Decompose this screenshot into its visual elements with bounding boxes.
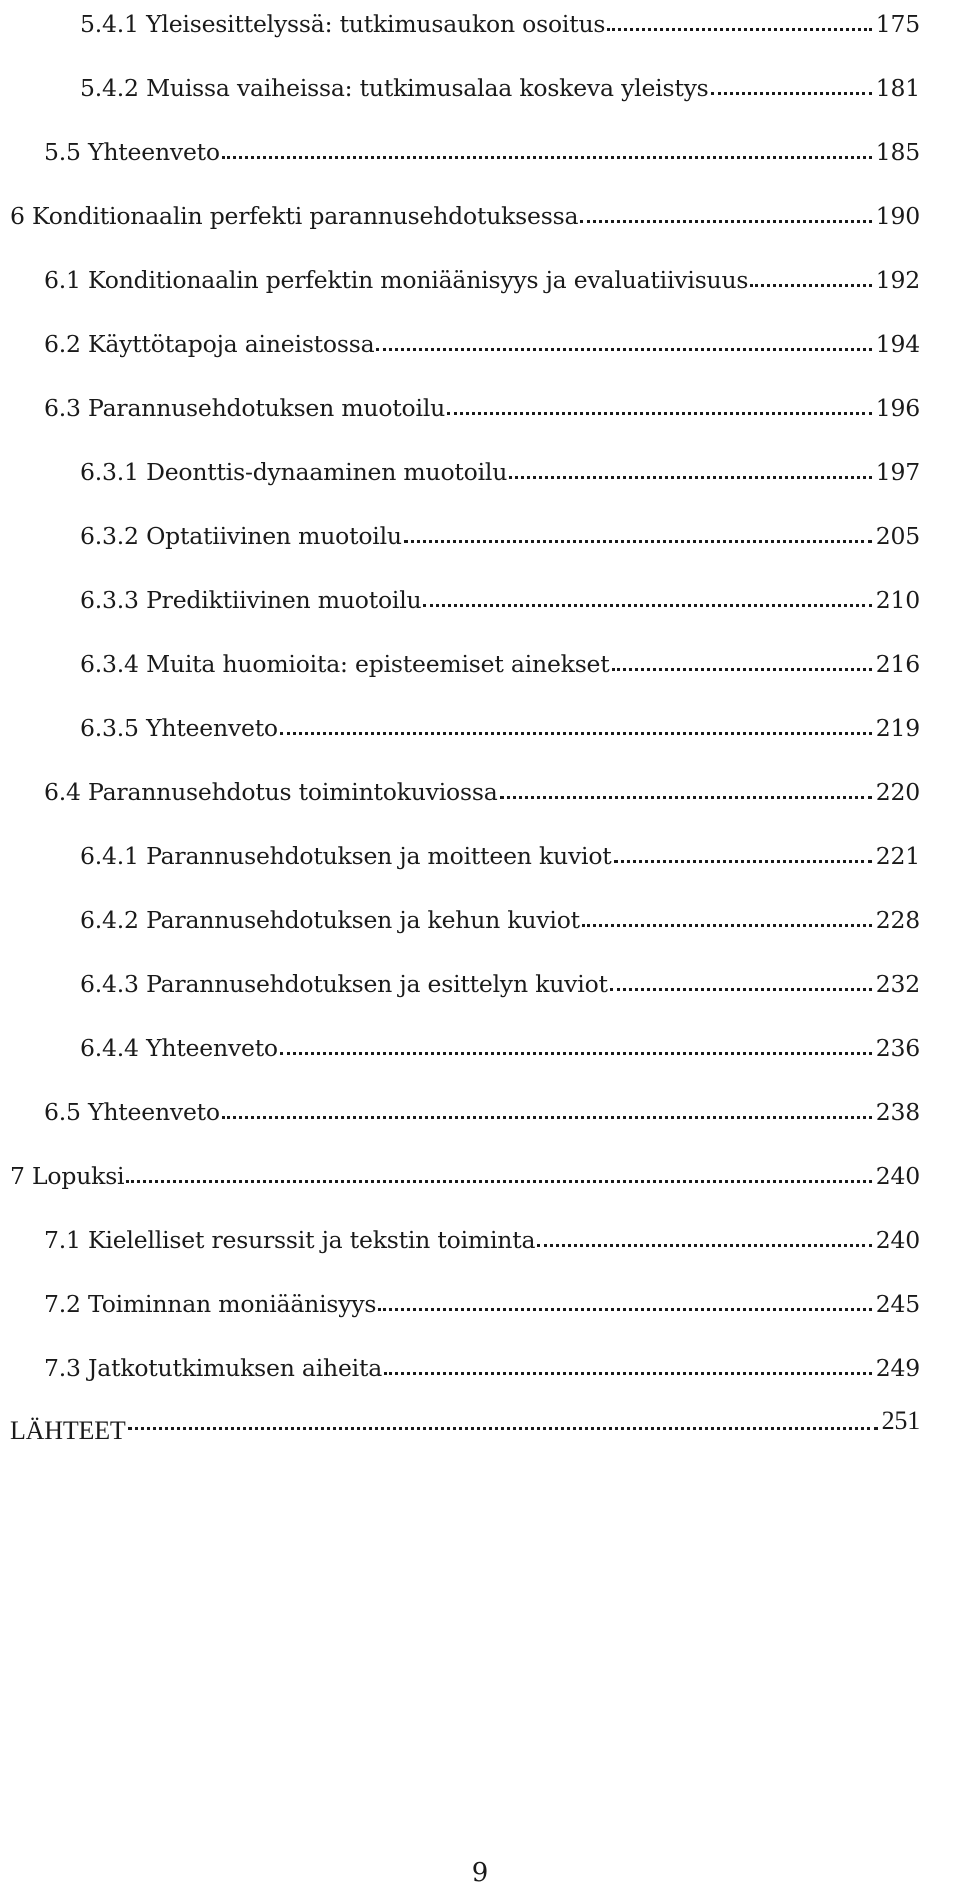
toc-entry-page: 196	[875, 393, 920, 422]
toc-entry-page: 185	[875, 137, 920, 166]
toc-entry	[44, 252, 920, 292]
dot-leader	[750, 284, 871, 287]
page-number: 9	[471, 1858, 489, 1888]
dot-leader	[447, 412, 872, 415]
toc-entry-page: 194	[875, 329, 920, 358]
toc-entry-page: 219	[875, 713, 920, 742]
toc-entry-title: 7 Lopuksi	[10, 1161, 125, 1190]
toc-entry	[80, 1020, 920, 1060]
toc-entry-page: 190	[875, 201, 920, 230]
dot-leader	[376, 348, 871, 351]
dot-leader	[222, 156, 872, 159]
toc-entry-title: 6.4.3 Parannusehdotuksen ja esittelyn kuviot	[80, 969, 608, 998]
toc-entry	[44, 380, 920, 420]
toc-entry	[44, 1276, 920, 1316]
toc-entry-page: 240	[875, 1225, 920, 1254]
toc-entry-title: 6.4.1 Parannusehdotuksen ja moitteen kuviot	[80, 841, 612, 870]
toc-entry-title: 6 Konditionaalin perfekti parannusehdotuksessa	[10, 201, 579, 230]
toc-entry	[80, 892, 920, 932]
toc-entry-title: 7.1 Kielelliset resurssit ja tekstin toiminta	[44, 1225, 536, 1254]
dot-leader	[580, 220, 871, 223]
dot-leader	[378, 1308, 871, 1311]
dot-leader	[126, 1180, 871, 1183]
toc-entry-title: 6.3 Parannusehdotuksen muotoilu	[44, 393, 446, 422]
dot-leader	[500, 796, 872, 799]
toc-entry-title: 6.1 Konditionaalin perfektin moniäänisyys ja evaluatiivisuus	[44, 265, 749, 294]
toc-entry-page: 205	[875, 521, 920, 550]
dot-leader	[711, 92, 872, 95]
toc-entry-title: 6.2 Käyttötapoja aineistossa	[44, 329, 375, 358]
toc-entry	[80, 828, 920, 868]
toc-entry	[44, 124, 920, 164]
toc-entry-title: 6.4.2 Parannusehdotuksen ja kehun kuviot	[80, 905, 580, 934]
toc-entry-title: LÄHTEET	[10, 1416, 126, 1445]
toc-entry-title: 6.3.3 Prediktiivinen muotoilu	[80, 585, 422, 614]
toc-entry	[44, 1084, 920, 1124]
toc-entry	[10, 1404, 920, 1444]
dot-leader	[509, 476, 872, 479]
dot-leader	[582, 924, 872, 927]
toc-entry-page: 251	[881, 1406, 920, 1435]
dot-leader	[423, 604, 871, 607]
toc-entry	[10, 1148, 920, 1188]
toc-entry-page: 181	[875, 73, 920, 102]
toc-entry-title: 5.4.2 Muissa vaiheissa: tutkimusalaa koskeva yleistys	[80, 73, 709, 102]
toc-entry	[80, 700, 920, 740]
toc-entry-page: 232	[875, 969, 920, 998]
dot-leader	[384, 1372, 872, 1375]
toc-entry-title: 7.3 Jatkotutkimuksen aiheita	[44, 1353, 383, 1382]
toc-entry-title: 5.4.1 Yleisesittelyssä: tutkimusaukon osoitus	[80, 9, 606, 38]
toc-entry-page: 210	[875, 585, 920, 614]
dot-leader	[610, 988, 872, 991]
toc-entry-title: 6.4 Parannusehdotus toimintokuviossa	[44, 777, 498, 806]
toc-entry	[80, 956, 920, 996]
toc-entry-page: 249	[875, 1353, 920, 1382]
toc-entry	[10, 188, 920, 228]
toc-entry-page: 221	[875, 841, 920, 870]
toc-entry-page: 240	[875, 1161, 920, 1190]
dot-leader	[607, 28, 871, 31]
dot-leader	[404, 540, 872, 543]
toc-entry	[44, 316, 920, 356]
toc-entry-page: 192	[875, 265, 920, 294]
toc-entry-title: 5.5 Yhteenveto	[44, 137, 220, 166]
toc-entry-title: 7.2 Toiminnan moniäänisyys	[44, 1289, 377, 1318]
toc-entry-title: 6.3.4 Muita huomioita: episteemiset ainekset	[80, 649, 610, 678]
toc-entry-page: 228	[875, 905, 920, 934]
dot-leader	[537, 1244, 871, 1247]
toc-entry-page: 238	[875, 1097, 920, 1126]
toc-entry	[80, 0, 920, 36]
toc-entry-page: 245	[875, 1289, 920, 1318]
toc-entry	[80, 636, 920, 676]
toc-entry-title: 6.3.1 Deonttis-dynaaminen muotoilu	[80, 457, 508, 486]
toc-entry-page: 216	[875, 649, 920, 678]
toc-entry-page: 175	[875, 9, 920, 38]
toc-entry	[80, 444, 920, 484]
dot-leader	[614, 860, 872, 863]
dot-leader	[222, 1116, 872, 1119]
dot-leader	[280, 732, 872, 735]
dot-leader	[612, 668, 872, 671]
toc-entry-page: 197	[875, 457, 920, 486]
toc-entry	[44, 1212, 920, 1252]
toc-entry-title: 6.4.4 Yhteenveto	[80, 1033, 278, 1062]
dot-leader	[128, 1427, 878, 1430]
toc-entry-title: 6.3.2 Optatiivinen muotoilu	[80, 521, 402, 550]
toc-entry	[80, 508, 920, 548]
toc-entry	[80, 572, 920, 612]
toc-entry-title: 6.5 Yhteenveto	[44, 1097, 220, 1126]
toc-entry	[44, 764, 920, 804]
dot-leader	[280, 1052, 872, 1055]
toc-entry-page: 220	[875, 777, 920, 806]
toc-entry-page: 236	[875, 1033, 920, 1062]
toc-entry	[80, 60, 920, 100]
toc-entry-title: 6.3.5 Yhteenveto	[80, 713, 278, 742]
toc-entry	[44, 1340, 920, 1380]
